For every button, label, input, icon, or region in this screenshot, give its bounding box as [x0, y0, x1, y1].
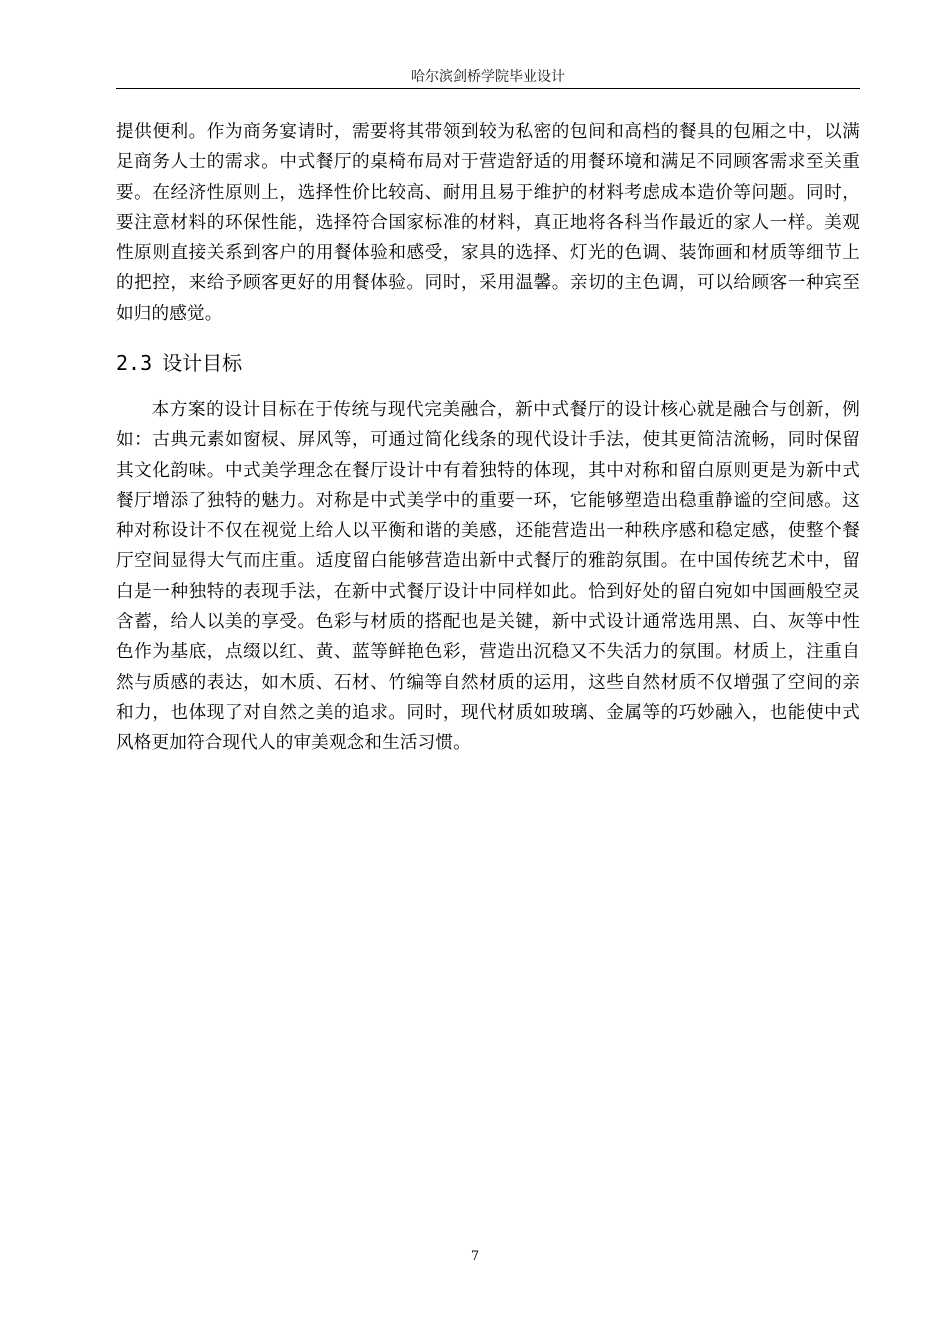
section-title: 设计目标 [162, 351, 243, 375]
body-paragraph-design-goals: 本方案的设计目标在于传统与现代完美融合，新中式餐厅的设计核心就是融合与创新，例如：古典元素如窗棂、屏风等，可通过简化线条的现代设计手法，使其更简洁流畅，同时保留其文化韵味。中式美学理念在餐厅设计中有着独特的体现，其中对称和留白原则更是为新中式餐厅增添了独特的魅力。对称是中式美学中的重要一环，它能够塑造出稳重静谧的空间感。这种对称设计不仅在视觉上给人以平衡和谐的美感，还能营造出一种秩序感和稳定感，使整个餐厅空间显得大气而庄重。适度留白能够营造出新中式餐厅的雅韵氛围。在中国传统艺术中，留白是一种独特的表现手法，在新中式餐厅设计中同样如此。恰到好处的留白宛如中国画般空灵含蓄，给人以美的享受。色彩与材质的搭配也是关键，新中式设计通常选用黑、白、灰等中性色作为基底，点缀以红、黄、蓝等鲜艳色彩，营造出沉稳又不失活力的氛围。材质上，注重自然与质感的表达，如木质、石材、竹编等自然材质的运用，这些自然材质不仅增强了空间的亲和力，也体现了对自然之美的追求。同时，现代材质如玻璃、金属等的巧妙融入，也能使中式风格更加符合现代人的审美观念和生活习惯。 [116, 400, 860, 754]
header-divider [116, 88, 860, 89]
running-header: 哈尔滨剑桥学院毕业设计 [411, 69, 565, 85]
page-number: 7 [470, 1249, 480, 1264]
section-number: 2.3 [116, 351, 153, 375]
section-heading [116, 350, 242, 376]
body-paragraph-continued: 提供便利。作为商务宴请时，需要将其带领到较为私密的包间和高档的餐具的包厢之中，以满足商务人士的需求。中式餐厅的桌椅布局对于营造舒适的用餐环境和满足不同顾客需求至关重要。在经济性原则上，选择性价比较高、耐用且易于维护的材料考虑成本造价等问题。同时，要注意材料的环保性能，选择符合国家标准的材料，真正地将各科当作最近的家人一样。美观性原则直接关系到客户的用餐体验和感受，家具的选择、灯光的色调、装饰画和材质等细节上的把控，来给予顾客更好的用餐体验。同时，采用温馨。亲切的主色调，可以给顾客一种宾至如归的感觉。 [116, 122, 860, 324]
